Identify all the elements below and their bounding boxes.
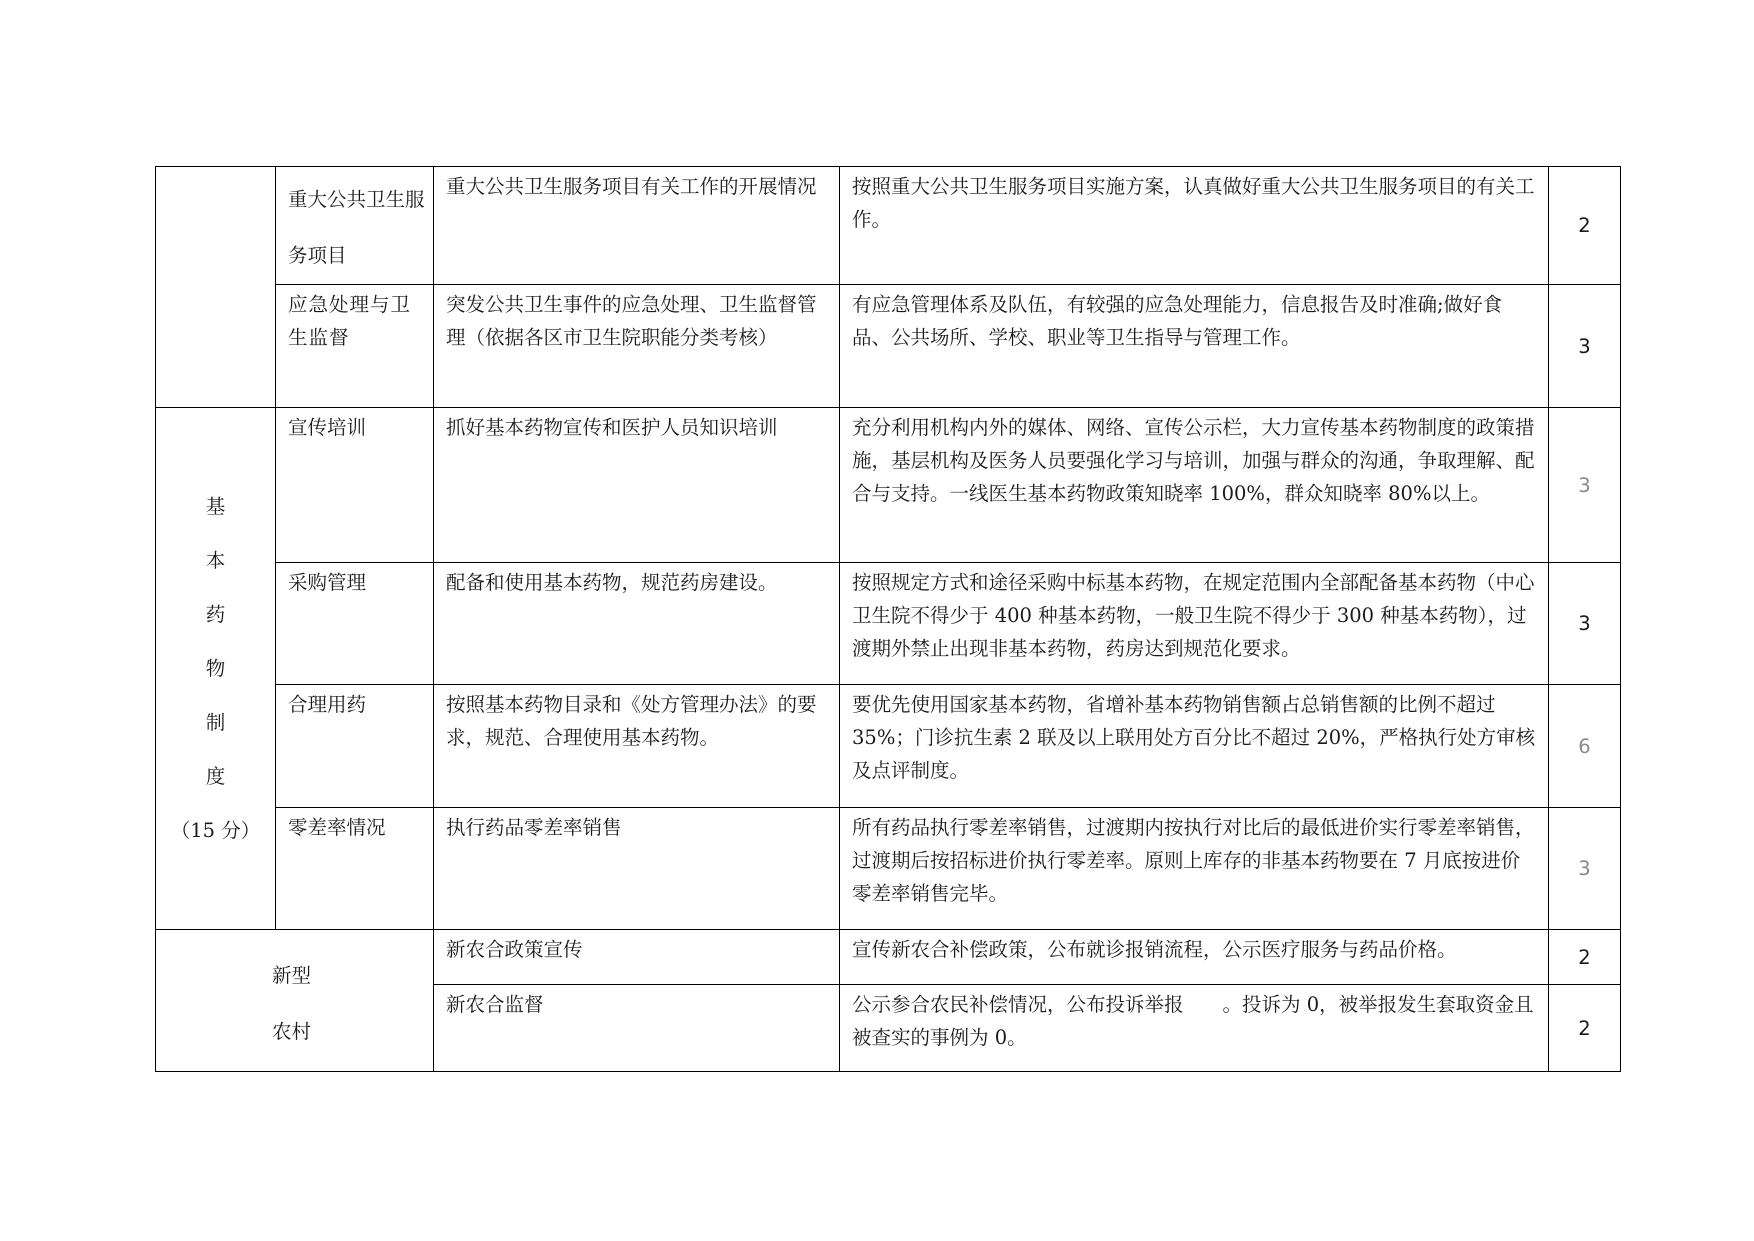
basic-drug-group-label — [171, 480, 261, 858]
item-text: 新农合政策宣传 — [446, 938, 583, 961]
category-text: 宣传培训 — [288, 416, 367, 439]
category-cell — [276, 563, 434, 685]
standard-text: 按照规定方式和途径采购中标基本药物，在规定范围内全部配备基本药物（中心卫生院不得少于 400 种基本药物，一般卫生院不得少于 300 种基本药物），过渡期外禁止出现非基本药物，药房达到规范化要求。 — [852, 571, 1535, 660]
standard-cell — [840, 285, 1549, 408]
item-cell — [434, 285, 840, 408]
standard-cell — [840, 808, 1549, 930]
score-cell: 2 — [1549, 930, 1621, 985]
score-cell: 3 — [1549, 563, 1621, 685]
item-cell — [434, 985, 840, 1072]
group-cell-empty — [156, 167, 276, 408]
category-cell — [276, 285, 434, 408]
standard-text: 公示参合农民补偿情况，公布投诉举报 。投诉为 0，被举报发生套取资金且被查实的事例为 0。 — [852, 993, 1534, 1049]
standard-cell — [840, 408, 1549, 563]
standard-cell — [840, 930, 1549, 985]
table-row — [156, 808, 1621, 930]
group-char: 制 — [205, 710, 226, 734]
item-text: 新农合监督 — [446, 993, 544, 1016]
standard-cell — [840, 167, 1549, 285]
standard-text: 有应急管理体系及队伍，有较强的应急处理能力，信息报告及时准确;做好食品、公共场所、学校、职业等卫生指导与管理工作。 — [852, 293, 1503, 349]
category-text: 应急处理与卫生监督 — [288, 293, 412, 349]
score-cell: 2 — [1549, 985, 1621, 1072]
category-cell — [276, 685, 434, 808]
item-text: 按照基本药物目录和《处方管理办法》的要求，规范、合理使用基本药物。 — [446, 693, 817, 749]
score-cell: 2 — [1549, 167, 1621, 285]
group-char: 本 — [205, 548, 226, 572]
group-line: 农村 — [272, 1020, 312, 1043]
category-cell — [276, 167, 434, 285]
new-rural-group-cell — [156, 930, 434, 1072]
standard-text: 所有药品执行零差率销售，过渡期内按执行对比后的最低进价实行零差率销售，过渡期后按招标进价执行零差率。原则上库存的非基本药物要在 7 月底按进价零差率销售完毕。 — [852, 816, 1535, 905]
item-text: 配备和使用基本药物，规范药房建设。 — [446, 571, 778, 594]
standard-cell — [840, 985, 1549, 1072]
table-row — [156, 408, 1621, 563]
standard-text: 宣传新农合补偿政策，公布就诊报销流程，公示医疗服务与药品价格。 — [852, 938, 1457, 961]
item-text: 重大公共卫生服务项目有关工作的开展情况 — [446, 175, 817, 198]
standard-cell — [840, 563, 1549, 685]
category-cell — [276, 408, 434, 563]
item-text: 执行药品零差率销售 — [446, 816, 622, 839]
assessment-table — [155, 166, 1621, 1072]
group-char: 药 — [205, 602, 226, 626]
score-cell: 3 — [1549, 285, 1621, 408]
item-cell — [434, 685, 840, 808]
standard-cell — [840, 685, 1549, 808]
standard-text: 按照重大公共卫生服务项目实施方案，认真做好重大公共卫生服务项目的有关工作。 — [852, 175, 1535, 231]
category-cell — [276, 808, 434, 930]
item-text: 突发公共卫生事件的应急处理、卫生监督管理（依据各区市卫生院职能分类考核） — [446, 293, 817, 349]
item-cell — [434, 808, 840, 930]
item-cell — [434, 563, 840, 685]
table-row — [156, 685, 1621, 808]
standard-text: 充分利用机构内外的媒体、网络、宣传公示栏，大力宣传基本药物制度的政策措施，基层机构及医务人员要强化学习与培训，加强与群众的沟通，争取理解、配合与支持。一线医生基本药物政策知晓率 100%，群众知晓率 80%以上。 — [852, 416, 1535, 505]
group-line: 新型 — [272, 964, 312, 987]
table-row — [156, 167, 1621, 285]
item-cell — [434, 930, 840, 985]
category-text: 重大公共卫生服务项目 — [288, 188, 425, 267]
item-cell — [434, 408, 840, 563]
standard-text: 要优先使用国家基本药物，省增补基本药物销售额占总销售额的比例不超过 35%；门诊抗生素 2 联及以上联用处方百分比不超过 20%，严格执行处方审核及点评制度。 — [852, 693, 1536, 782]
table-row — [156, 563, 1621, 685]
category-text: 合理用药 — [288, 693, 367, 716]
table-row — [156, 285, 1621, 408]
group-char: 基 — [205, 494, 226, 518]
category-text: 零差率情况 — [288, 816, 386, 839]
score-cell: 3 — [1549, 408, 1621, 563]
item-cell — [434, 167, 840, 285]
basic-drug-group-cell — [156, 408, 276, 930]
score-cell: 6 — [1549, 685, 1621, 808]
group-char: 度 — [205, 764, 226, 788]
group-points: （15 分） — [170, 818, 261, 842]
category-text: 采购管理 — [288, 571, 367, 594]
table-row — [156, 930, 1621, 985]
group-char: 物 — [205, 656, 226, 680]
score-cell: 3 — [1549, 808, 1621, 930]
new-rural-group-label — [272, 930, 433, 1060]
item-text: 抓好基本药物宣传和医护人员知识培训 — [446, 416, 778, 439]
